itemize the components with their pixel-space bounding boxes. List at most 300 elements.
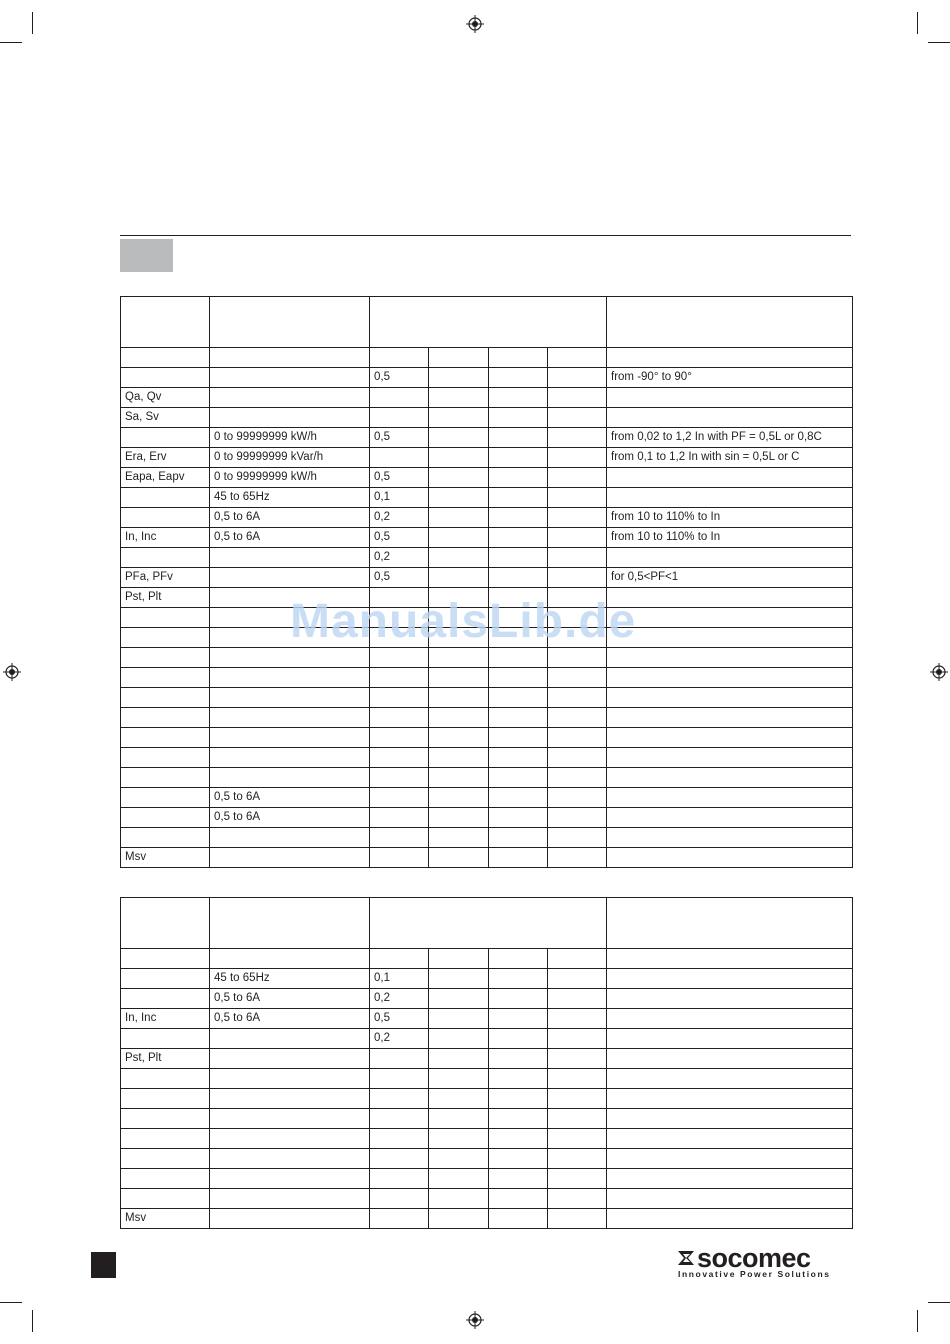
table-cell	[429, 668, 489, 688]
table-cell	[370, 1189, 429, 1209]
table-cell	[370, 388, 429, 408]
table-cell	[489, 848, 548, 868]
table-cell	[489, 668, 548, 688]
section-rule	[120, 235, 851, 236]
table-cell	[210, 668, 370, 688]
socomec-logo-icon	[677, 1249, 697, 1267]
table-cell	[607, 708, 853, 728]
table-cell	[489, 1029, 548, 1049]
table-cell	[489, 748, 548, 768]
table-cell	[121, 688, 210, 708]
table-cell	[607, 989, 853, 1009]
table-cell	[210, 1069, 370, 1089]
table-cell	[121, 488, 210, 508]
table-cell	[607, 788, 853, 808]
crop-mark	[0, 1302, 22, 1303]
table-cell: Qa, Qv	[121, 388, 210, 408]
table-cell	[548, 768, 607, 788]
table-cell	[607, 628, 853, 648]
table-cell: from -90° to 90°	[607, 368, 853, 388]
table-row	[121, 448, 853, 468]
table-cell	[429, 688, 489, 708]
table-cell	[121, 1189, 210, 1209]
table-cell	[429, 969, 489, 989]
table-row	[121, 949, 853, 969]
table-cell	[489, 1209, 548, 1229]
table-cell	[429, 808, 489, 828]
watermark: ManualsLib.de	[290, 595, 637, 648]
table-cell: 0 to 99999999 kW/h	[210, 468, 370, 488]
table-cell	[607, 468, 853, 488]
table-cell	[548, 1009, 607, 1029]
table-cell	[607, 608, 853, 628]
table-cell: Eapa, Eapv	[121, 468, 210, 488]
registration-mark-icon	[466, 1311, 484, 1329]
table-cell	[210, 1169, 370, 1189]
table-cell	[607, 1109, 853, 1129]
table-cell	[429, 1029, 489, 1049]
table-cell	[121, 748, 210, 768]
table-cell	[370, 748, 429, 768]
table-cell	[489, 488, 548, 508]
registration-mark-icon	[930, 663, 948, 681]
table-row	[121, 568, 853, 588]
table-cell	[607, 1069, 853, 1089]
table-cell	[607, 388, 853, 408]
table-cell	[548, 728, 607, 748]
table-row	[121, 728, 853, 748]
table-cell	[210, 708, 370, 728]
table-cell	[489, 408, 548, 428]
table-row	[121, 528, 853, 548]
socomec-logo	[677, 1243, 857, 1282]
table-cell	[429, 1129, 489, 1149]
table-row	[121, 1089, 853, 1109]
table-cell	[210, 568, 370, 588]
table-cell	[548, 828, 607, 848]
table-row	[121, 1189, 853, 1209]
table-cell	[121, 1029, 210, 1049]
table-cell	[548, 949, 607, 969]
logo-wordmark: socomec	[697, 1243, 811, 1273]
table-cell	[548, 668, 607, 688]
table-row	[121, 828, 853, 848]
table-cell: 45 to 65Hz	[210, 969, 370, 989]
table-cell	[489, 448, 548, 468]
table-cell	[607, 1149, 853, 1169]
table-cell	[429, 768, 489, 788]
table-cell	[548, 808, 607, 828]
table-cell	[370, 708, 429, 728]
table-cell	[121, 508, 210, 528]
table-cell	[548, 1109, 607, 1129]
header-cell	[210, 297, 370, 348]
table-cell	[121, 989, 210, 1009]
table-cell	[370, 1109, 429, 1129]
table-cell	[429, 468, 489, 488]
table-cell	[607, 688, 853, 708]
table-cell	[121, 788, 210, 808]
table-row	[121, 768, 853, 788]
table-row	[121, 668, 853, 688]
table-cell	[607, 1169, 853, 1189]
table-cell	[370, 448, 429, 468]
table-cell	[489, 949, 548, 969]
table-cell	[607, 548, 853, 568]
table-cell	[429, 708, 489, 728]
table-cell	[607, 768, 853, 788]
table-cell	[121, 969, 210, 989]
table-row	[121, 488, 853, 508]
table-cell	[607, 1089, 853, 1109]
table-cell	[607, 1189, 853, 1209]
table-cell	[429, 828, 489, 848]
table-cell	[121, 1169, 210, 1189]
table-cell	[121, 608, 210, 628]
table-cell	[429, 488, 489, 508]
crop-mark	[32, 1310, 33, 1332]
table-cell: 0,5	[370, 428, 429, 448]
table-cell	[370, 1129, 429, 1149]
table-cell: Sa, Sv	[121, 408, 210, 428]
table-cell	[370, 668, 429, 688]
table-cell: 0,2	[370, 989, 429, 1009]
table-cell	[489, 1069, 548, 1089]
table-cell	[548, 528, 607, 548]
registration-mark-icon	[3, 663, 21, 681]
table-cell	[548, 488, 607, 508]
table-cell: from 0,02 to 1,2 In with PF = 0,5L or 0,8C	[607, 428, 853, 448]
table-cell	[429, 408, 489, 428]
table-cell	[370, 768, 429, 788]
table-cell	[548, 448, 607, 468]
table-cell	[548, 1069, 607, 1089]
table-cell	[489, 969, 548, 989]
table-cell	[489, 808, 548, 828]
table-cell	[370, 1209, 429, 1229]
table-cell	[210, 828, 370, 848]
table-row	[121, 368, 853, 388]
table-cell	[489, 788, 548, 808]
table-cell: 0 to 99999999 kW/h	[210, 428, 370, 448]
table-cell	[370, 788, 429, 808]
table-cell	[210, 1149, 370, 1169]
table-cell: 0,5	[370, 528, 429, 548]
table-cell	[429, 348, 489, 368]
table-cell	[489, 728, 548, 748]
table-cell: Pst, Plt	[121, 588, 210, 608]
table-cell	[429, 1069, 489, 1089]
table-cell	[121, 628, 210, 648]
table-cell	[548, 348, 607, 368]
table-cell: 0 to 99999999 kVar/h	[210, 448, 370, 468]
table-cell	[489, 468, 548, 488]
table-cell: 0,5 to 6A	[210, 989, 370, 1009]
table-cell	[121, 368, 210, 388]
table-cell	[607, 808, 853, 828]
table-row	[121, 1049, 853, 1069]
table-cell: In, Inc	[121, 528, 210, 548]
table-cell	[548, 848, 607, 868]
table-cell	[489, 1049, 548, 1069]
table-row	[121, 748, 853, 768]
section-marker	[120, 239, 173, 272]
table-cell: 0,5 to 6A	[210, 1009, 370, 1029]
table-cell	[370, 648, 429, 668]
table-cell	[370, 1049, 429, 1069]
table-cell	[121, 949, 210, 969]
table-cell	[121, 1149, 210, 1169]
table-cell	[429, 1109, 489, 1129]
table-cell	[429, 1089, 489, 1109]
table-cell	[548, 1169, 607, 1189]
table-cell	[370, 1149, 429, 1169]
table-cell	[607, 969, 853, 989]
table-cell	[370, 1069, 429, 1089]
table-cell: 0,2	[370, 548, 429, 568]
table-cell	[429, 448, 489, 468]
table-cell	[489, 828, 548, 848]
table-cell: 0,5 to 6A	[210, 788, 370, 808]
table-cell	[548, 969, 607, 989]
table-cell: for 0,5<PF<1	[607, 568, 853, 588]
table-cell	[489, 388, 548, 408]
table-cell	[121, 428, 210, 448]
table-cell	[489, 648, 548, 668]
table-cell	[489, 1169, 548, 1189]
table-cell	[121, 548, 210, 568]
crop-mark	[0, 42, 22, 43]
table-cell	[210, 388, 370, 408]
table-cell	[121, 1089, 210, 1109]
table-cell	[548, 648, 607, 668]
table-cell	[210, 1209, 370, 1229]
table-cell: 0,5	[370, 468, 429, 488]
table-cell	[429, 1009, 489, 1029]
table-cell	[548, 388, 607, 408]
table-row	[121, 1009, 853, 1029]
table-cell	[607, 588, 853, 608]
table-cell: 0,5 to 6A	[210, 528, 370, 548]
table-cell	[489, 688, 548, 708]
table-cell	[489, 768, 548, 788]
table-cell	[548, 1029, 607, 1049]
table-cell	[370, 1169, 429, 1189]
table-cell: 0,5	[370, 1009, 429, 1029]
table-header-row	[121, 898, 853, 949]
table-cell	[121, 708, 210, 728]
table-cell	[607, 1029, 853, 1049]
table-row	[121, 388, 853, 408]
table-cell	[121, 1129, 210, 1149]
table-cell	[429, 1149, 489, 1169]
page-marker	[91, 1252, 116, 1278]
table-cell	[370, 688, 429, 708]
table-cell	[210, 408, 370, 428]
table-cell	[210, 1189, 370, 1209]
table-header-row	[121, 297, 853, 348]
table-cell: PFa, PFv	[121, 568, 210, 588]
table-cell	[489, 1129, 548, 1149]
table-row	[121, 508, 853, 528]
table-row	[121, 989, 853, 1009]
table-cell	[548, 708, 607, 728]
crop-mark	[928, 42, 950, 43]
table-cell	[429, 728, 489, 748]
table-cell: from 0,1 to 1,2 In with sin = 0,5L or C	[607, 448, 853, 468]
table-cell	[548, 1089, 607, 1109]
table-cell	[210, 848, 370, 868]
table-cell	[548, 1049, 607, 1069]
table-cell	[370, 1089, 429, 1109]
table-row	[121, 1029, 853, 1049]
table-cell: 0,1	[370, 969, 429, 989]
table-cell	[121, 828, 210, 848]
table-cell	[489, 1149, 548, 1169]
table-row	[121, 708, 853, 728]
table-cell	[210, 648, 370, 668]
table-cell	[489, 989, 548, 1009]
table-cell	[548, 548, 607, 568]
header-cell	[121, 898, 210, 949]
specification-table-1	[120, 296, 853, 868]
table-row	[121, 1129, 853, 1149]
table-cell	[429, 1209, 489, 1229]
table-cell	[429, 548, 489, 568]
table-cell	[429, 428, 489, 448]
table-cell	[489, 708, 548, 728]
table-cell	[607, 1209, 853, 1229]
table-cell	[210, 1089, 370, 1109]
table-cell	[489, 548, 548, 568]
table-cell	[210, 1109, 370, 1129]
table-row	[121, 548, 853, 568]
registration-mark-icon	[466, 15, 484, 33]
table-cell	[489, 348, 548, 368]
table-cell	[548, 1129, 607, 1149]
table-cell	[429, 989, 489, 1009]
table-cell: 0,5	[370, 568, 429, 588]
table-cell	[429, 528, 489, 548]
table-cell: 45 to 65Hz	[210, 488, 370, 508]
table-cell	[210, 348, 370, 368]
table-cell	[607, 1129, 853, 1149]
table-cell	[370, 949, 429, 969]
table-cell: Era, Erv	[121, 448, 210, 468]
table-cell	[548, 568, 607, 588]
table-cell	[429, 368, 489, 388]
header-cell	[210, 898, 370, 949]
header-cell	[607, 898, 853, 949]
table-cell	[370, 408, 429, 428]
table-cell	[548, 748, 607, 768]
table-cell	[121, 348, 210, 368]
table-cell	[121, 808, 210, 828]
table-row	[121, 468, 853, 488]
table-cell	[548, 1149, 607, 1169]
table-row	[121, 1109, 853, 1129]
table-cell	[210, 748, 370, 768]
table-cell	[607, 348, 853, 368]
table-cell	[429, 1189, 489, 1209]
table-cell: 0,2	[370, 1029, 429, 1049]
table-row	[121, 428, 853, 448]
table-cell	[489, 568, 548, 588]
table-cell	[429, 848, 489, 868]
table-row	[121, 848, 853, 868]
table-cell	[429, 508, 489, 528]
crop-mark	[32, 12, 33, 34]
crop-mark	[917, 1310, 918, 1332]
table-cell	[607, 488, 853, 508]
table-cell	[210, 728, 370, 748]
table-cell	[429, 949, 489, 969]
table-cell	[607, 668, 853, 688]
table-cell	[210, 688, 370, 708]
table-row	[121, 808, 853, 828]
table-cell: 0,1	[370, 488, 429, 508]
table-cell	[429, 1049, 489, 1069]
table-row	[121, 1149, 853, 1169]
table-cell	[548, 428, 607, 448]
table-cell	[607, 728, 853, 748]
table-cell	[370, 848, 429, 868]
table-cell	[370, 828, 429, 848]
table-cell	[489, 1109, 548, 1129]
header-cell	[121, 297, 210, 348]
table-row	[121, 648, 853, 668]
table-cell: from 10 to 110% to In	[607, 528, 853, 548]
table-cell	[210, 949, 370, 969]
table-cell	[489, 528, 548, 548]
table-cell	[121, 668, 210, 688]
table-cell	[489, 428, 548, 448]
table-cell: 0,5	[370, 368, 429, 388]
table-cell	[210, 1049, 370, 1069]
table-row	[121, 348, 853, 368]
table-row	[121, 408, 853, 428]
table-cell	[489, 1009, 548, 1029]
table-cell: from 10 to 110% to In	[607, 508, 853, 528]
table-cell: 0,5 to 6A	[210, 508, 370, 528]
table-cell	[548, 1209, 607, 1229]
table-cell: In, Inc	[121, 1009, 210, 1029]
table-cell	[429, 568, 489, 588]
table-row	[121, 969, 853, 989]
table-cell	[429, 788, 489, 808]
table-cell	[370, 808, 429, 828]
table-cell	[370, 348, 429, 368]
table-cell	[429, 748, 489, 768]
crop-mark	[917, 12, 918, 34]
crop-mark	[928, 1302, 950, 1303]
table-cell	[548, 508, 607, 528]
table-cell	[607, 1049, 853, 1069]
table-cell	[429, 1169, 489, 1189]
table-row	[121, 688, 853, 708]
table-cell	[607, 828, 853, 848]
table-cell	[548, 788, 607, 808]
table-cell	[121, 768, 210, 788]
table-cell: 0,5 to 6A	[210, 808, 370, 828]
table-cell	[548, 368, 607, 388]
table-cell	[548, 989, 607, 1009]
header-cell	[607, 297, 853, 348]
table-cell: Pst, Plt	[121, 1049, 210, 1069]
table-cell	[210, 1029, 370, 1049]
table-row	[121, 788, 853, 808]
table-cell	[607, 949, 853, 969]
